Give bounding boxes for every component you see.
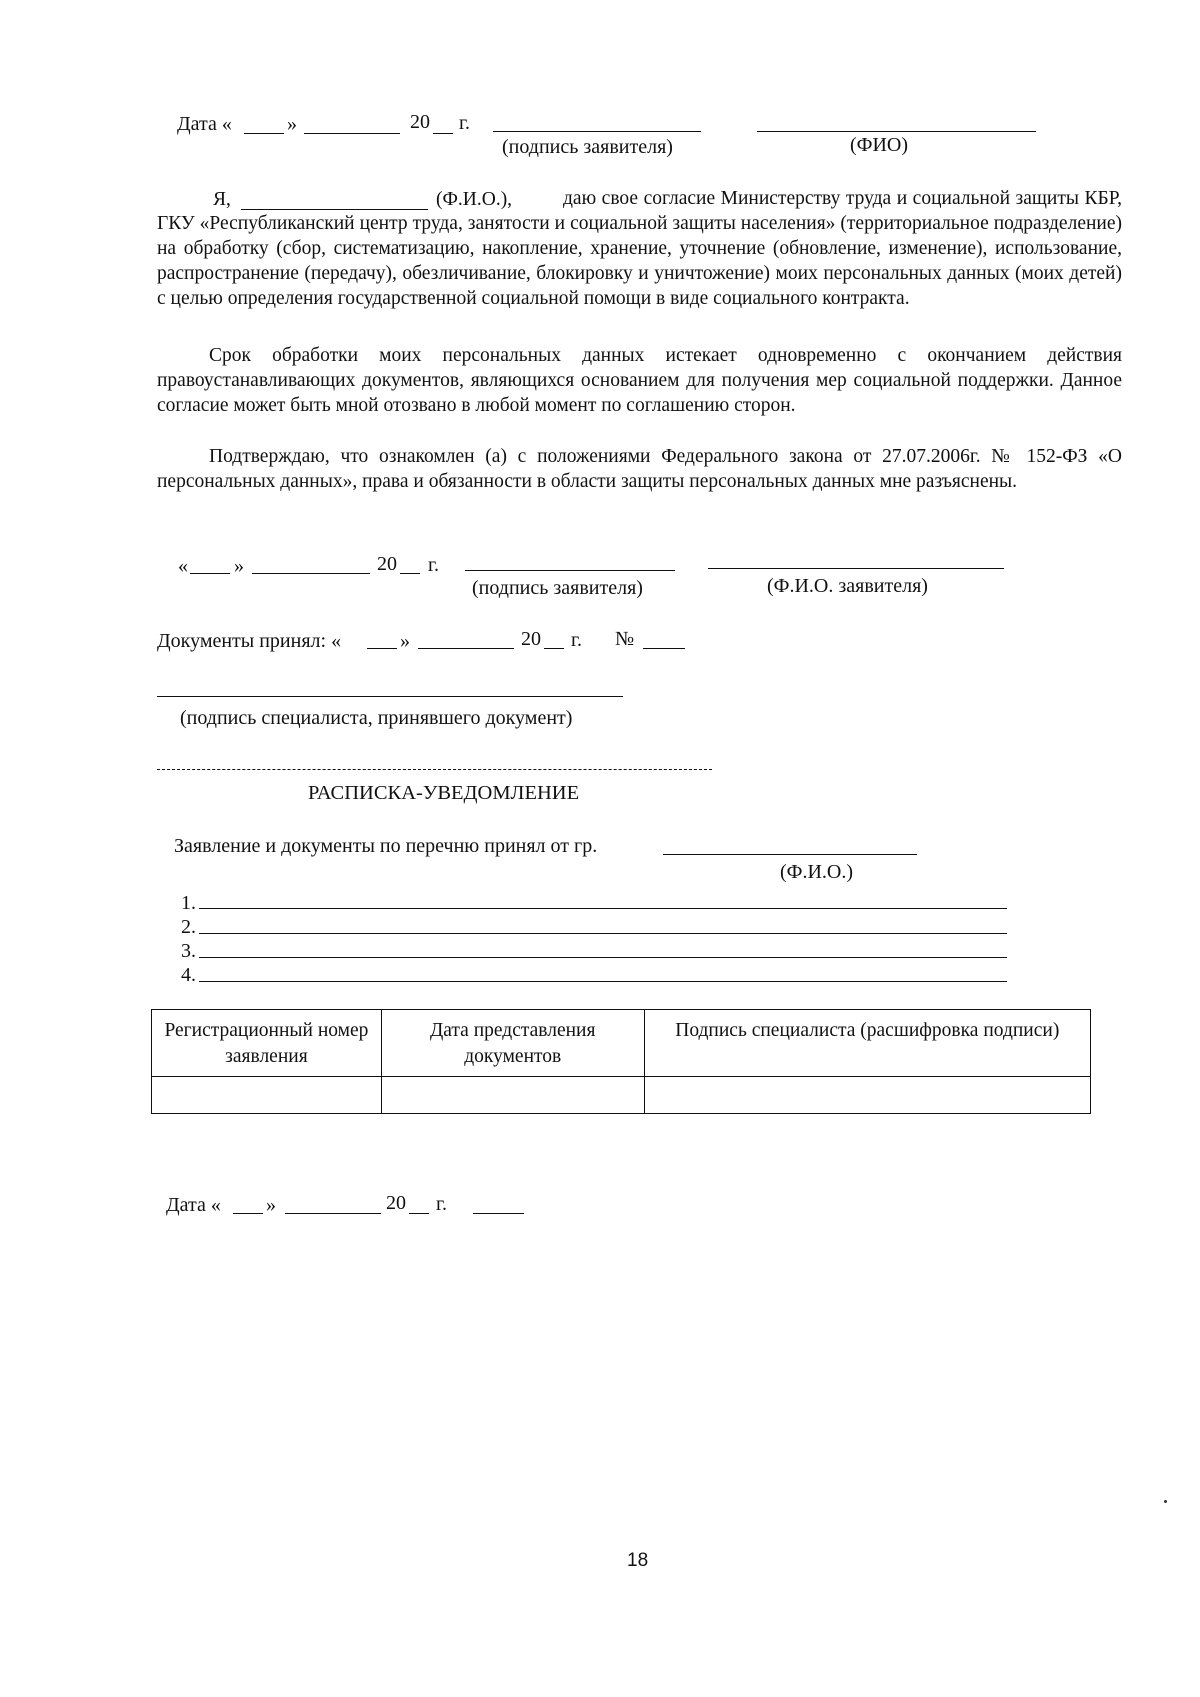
consent-paragraph-3-text: Подтверждаю, что ознакомлен (а) с положениями Федерального закона от 27.07.2006г. № 152-ФЗ «О персональных данных», права и обязанности в области защиты персональных данных мне разъяснены. <box>157 446 1122 492</box>
bottom-year-suffix: г. <box>436 1193 447 1215</box>
receipt-statement: Заявление и документы по перечню принял от гр. <box>174 835 598 857</box>
second-quote-open: « <box>178 555 188 577</box>
accepted-day-blank[interactable] <box>367 648 397 649</box>
list-item-1-number: 1. <box>181 892 196 914</box>
second-day-blank[interactable] <box>190 573 230 574</box>
bottom-year-prefix: 20 <box>386 1192 406 1214</box>
consent-start: Я, <box>213 189 231 210</box>
accepted-month-blank[interactable] <box>418 648 514 649</box>
top-day-blank[interactable] <box>244 133 284 134</box>
top-signature-caption: (подпись заявителя) <box>502 136 673 158</box>
cell-specialist-signature[interactable] <box>644 1077 1090 1114</box>
list-item-2-number: 2. <box>181 916 196 938</box>
cut-line-divider <box>157 769 712 770</box>
cell-registration-number[interactable] <box>152 1077 382 1114</box>
consent-paragraph-3 <box>157 444 1122 494</box>
top-year-suffix: г. <box>459 112 470 134</box>
accepted-quote-close: » <box>400 630 410 652</box>
top-year-prefix: 20 <box>410 111 430 133</box>
list-item-4-blank[interactable] <box>199 981 1007 982</box>
accepted-number-blank[interactable] <box>643 648 685 649</box>
list-item-1-blank[interactable] <box>199 908 1007 909</box>
receipt-fio-blank[interactable] <box>663 854 917 855</box>
accepted-year-suffix: г. <box>571 629 582 651</box>
accepted-number-sign: № <box>615 628 635 650</box>
header-submission-date: Дата представления документов <box>381 1010 644 1077</box>
top-year-blank[interactable] <box>433 133 453 134</box>
consent-paragraph-1-text: даю свое согласие Министерству труда и социальной защиты КБР, ГКУ «Республиканский центр труда, занятости и социальной защиты населения» (территориальное подразделение) на обработку (сбор, систематизацию, накопление, хранение, уточнение (обновление, изменение), использование, распространение (передачу), обезличивание, блокировку и уничтожение) моих персональных данных (моих детей) с целью определения государственной социальной помощи в виде социального контракта. <box>157 188 1122 309</box>
second-year-suffix: г. <box>428 554 439 576</box>
top-fio-caption: (ФИО) <box>850 134 909 156</box>
accepted-year-blank[interactable] <box>544 648 564 649</box>
consent-paragraph-1 <box>157 186 1122 311</box>
scan-speck <box>1164 1500 1167 1503</box>
bottom-month-blank[interactable] <box>285 1213 381 1214</box>
consent-paragraph-2 <box>157 343 1122 418</box>
registration-table <box>151 1009 1091 1114</box>
cell-submission-date[interactable] <box>381 1077 644 1114</box>
top-month-blank[interactable] <box>304 133 400 134</box>
receipt-title: РАСПИСКА-УВЕДОМЛЕНИЕ <box>308 782 580 804</box>
bottom-extra-blank[interactable] <box>473 1213 524 1214</box>
second-fio-blank[interactable] <box>708 568 1004 569</box>
header-registration-number: Регистрационный номер заявления <box>152 1010 382 1077</box>
second-signature-blank[interactable] <box>465 570 675 571</box>
second-year-blank[interactable] <box>400 573 420 574</box>
list-item-4-number: 4. <box>181 964 196 986</box>
top-date-mid: » <box>287 113 297 135</box>
bottom-day-blank[interactable] <box>233 1213 263 1214</box>
second-quote-close: » <box>234 555 244 577</box>
consent-fio-label: (Ф.И.О.), <box>436 189 513 210</box>
consent-paragraph-2-text: Срок обработки моих персональных данных истекает одновременно с окончанием действия правоустанавливающих документов, являющихся основанием для получения мер социальной поддержки. Данное согласие может быть мной отозвано в любой момент по соглашению сторон. <box>157 345 1122 416</box>
list-item-2-blank[interactable] <box>199 933 1007 934</box>
receipt-fio-caption: (Ф.И.О.) <box>780 861 854 883</box>
accepted-label: Документы принял: « <box>157 630 342 652</box>
table-header-row <box>152 1010 1091 1077</box>
top-date-prefix: Дата « <box>177 113 232 135</box>
bottom-date-prefix: Дата « <box>166 1194 221 1216</box>
top-signature-blank[interactable] <box>493 131 701 132</box>
accepted-year-prefix: 20 <box>521 628 541 650</box>
page-number: 18 <box>627 1550 649 1571</box>
specialist-signature-blank[interactable] <box>157 696 623 697</box>
bottom-year-blank[interactable] <box>409 1213 429 1214</box>
second-year-prefix: 20 <box>377 553 397 575</box>
header-specialist-signature: Подпись специалиста (расшифровка подписи) <box>644 1010 1090 1077</box>
second-fio-caption: (Ф.И.О. заявителя) <box>767 575 928 597</box>
top-fio-blank[interactable] <box>757 131 1036 132</box>
specialist-caption: (подпись специалиста, принявшего документ) <box>180 707 573 729</box>
second-signature-caption: (подпись заявителя) <box>472 577 643 599</box>
second-month-blank[interactable] <box>252 573 370 574</box>
list-item-3-number: 3. <box>181 940 196 962</box>
list-item-3-blank[interactable] <box>199 957 1007 958</box>
table-row <box>152 1077 1091 1114</box>
bottom-date-mid: » <box>266 1194 276 1216</box>
